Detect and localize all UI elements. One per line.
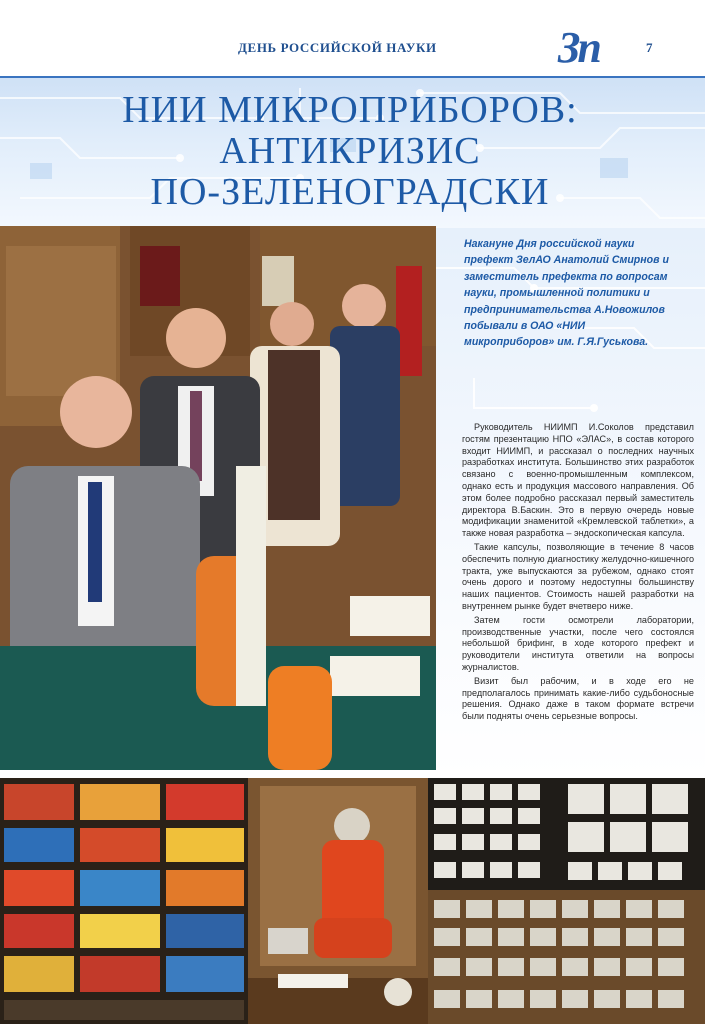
section-title: ДЕНЬ РОССИЙСКОЙ НАУКИ	[238, 40, 437, 55]
photo-stamp-collection	[0, 778, 248, 1024]
body-paragraph: Визит был рабочим, и в ходе его не предполагалось принимать какие-либо судьбоносные решения. Однако даже в таком формате встречи были подняты очень серьезные вопросы.	[462, 675, 694, 722]
headline-line-1: НИИ МИКРОПРИБОРОВ:	[122, 89, 578, 131]
body-paragraph: Такие капсулы, позволяющие в течение 8 часов обеспечить полную диагностику желудочно-кишечного тракта, уже выпускаются за рубежом, однако стоят очень дорого и поэтому недоступны большинству наших пациентов. Стоимость нашей разработки на внутреннем рынке будет вчетверо ниже.	[462, 541, 694, 611]
photo-badge-collection	[428, 778, 705, 1024]
lead-paragraph: Накануне Дня российской науки префект ЗелАО Анатолий Смирнов и заместитель префекта по вопросам науки, промышленной политики и предпринимательства А.Новожилов побывали в ОАО «НИИ микроприборов» им. Г.Я.Гуськова.	[464, 238, 669, 349]
article-body	[462, 422, 694, 725]
headline-line-3: ПО-ЗЕЛЕНОГРАДСКИ	[150, 171, 550, 213]
spacesuit-illustration	[248, 778, 428, 1024]
stamp-collection-illustration	[0, 778, 248, 1024]
main-photo	[0, 226, 436, 770]
publication-logo: Зп	[558, 23, 599, 72]
badge-collection-illustration	[428, 778, 705, 1024]
headline	[40, 90, 660, 213]
headline-line-2: АНТИКРИЗИС	[219, 130, 481, 172]
body-paragraph: Затем гости осмотрели лаборатории, производственные участки, после чего состоялся небольшой брифинг, в ходе которого префект и руководители института ответили на вопросы журналистов.	[462, 614, 694, 672]
body-paragraph: Руководитель НИИМП И.Соколов представил гостям презентацию НПО «ЭЛАС», в состав которого входит НИИМП, и рассказал о последних научных разработках института. Большинство этих разработок связано с военно-промышленным комплексом, однако есть и продукция массового направления. Об этом более подробно рассказал первый заместитель директора В.Баскин. Это в первую очередь новые модификации знаменитой «Кремлевской таблетки», а также новая разработка – эндоскопическая капсула.	[462, 422, 694, 539]
running-header	[0, 0, 705, 80]
page-number: 7	[646, 40, 653, 55]
main-photo-illustration	[0, 226, 436, 770]
photo-spacesuit-exhibit	[248, 778, 428, 1024]
